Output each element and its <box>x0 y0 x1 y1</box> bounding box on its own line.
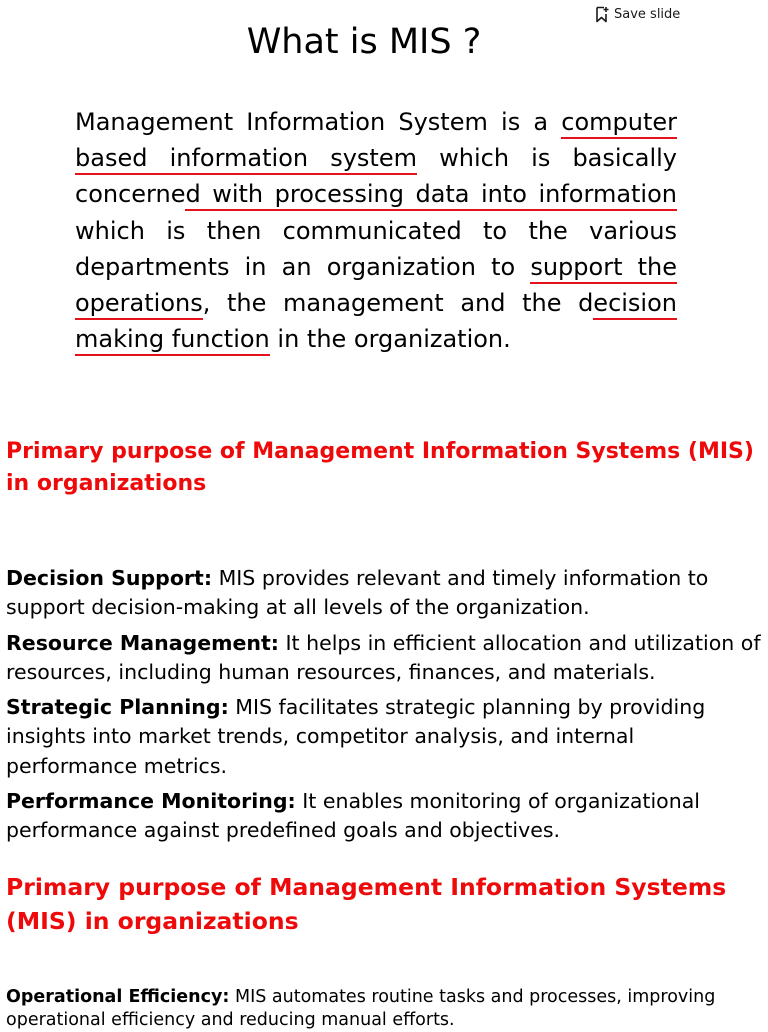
definition-text: which is then communicated to the various departments in an organization to <box>75 216 677 281</box>
underlined-phrase: support the operations <box>75 253 677 320</box>
purpose-description: MIS facilitates strategic planning by providing insights into market trends, competitor analysis, and internal performance metrics. <box>6 695 706 778</box>
section-heading-primary-purpose-2: Primary purpose of Management Information Systems (MIS) in organizations <box>6 873 727 935</box>
mis-definition-paragraph <box>75 104 677 357</box>
section-heading-primary-purpose: Primary purpose of Management Information Systems (MIS) in organizations <box>6 439 754 496</box>
purpose-description: It helps in efficient allocation and utilization of resources, including human resources, finances, and materials. <box>6 630 761 684</box>
purpose-item <box>6 564 762 623</box>
purpose-term: Resource Management: <box>6 630 279 655</box>
underlined-phrase: ecision making function <box>75 289 677 356</box>
purpose-item <box>6 693 762 781</box>
purpose-item <box>6 986 762 1032</box>
bookmark-icon <box>595 6 609 23</box>
purpose-term: Performance Monitoring: <box>6 789 296 814</box>
purpose-item <box>6 629 762 688</box>
purpose-item <box>6 787 762 846</box>
purpose-description: It enables monitoring of organizational performance against predefined goals and objectives. <box>6 789 700 843</box>
definition-text: Management Information System is a <box>75 108 562 136</box>
definition-text: in the organization. <box>269 325 511 354</box>
purpose-term: Strategic Planning: <box>6 695 229 720</box>
purpose-list <box>6 564 762 852</box>
save-slide-label: Save slide <box>614 7 681 22</box>
purpose-description: MIS automates routine tasks and processes, improving operational efficiency and reducing manual efforts. <box>6 987 716 1030</box>
underlined-phrase: computer based information system <box>75 108 677 175</box>
slide-title: What is MIS ? <box>246 22 482 62</box>
underlined-phrase: d with processing data into information <box>185 180 677 211</box>
purpose-term: Operational Efficiency: <box>6 987 230 1007</box>
purpose-description: MIS provides relevant and timely information to support decision-making at all levels of the organization. <box>6 566 709 620</box>
definition-text: , the management and the d <box>202 289 594 318</box>
save-slide-button[interactable] <box>595 6 680 23</box>
purpose-term: Decision Support: <box>6 566 213 590</box>
purpose-list-2 <box>6 986 762 1032</box>
definition-text: which is basically concerne <box>75 144 678 209</box>
